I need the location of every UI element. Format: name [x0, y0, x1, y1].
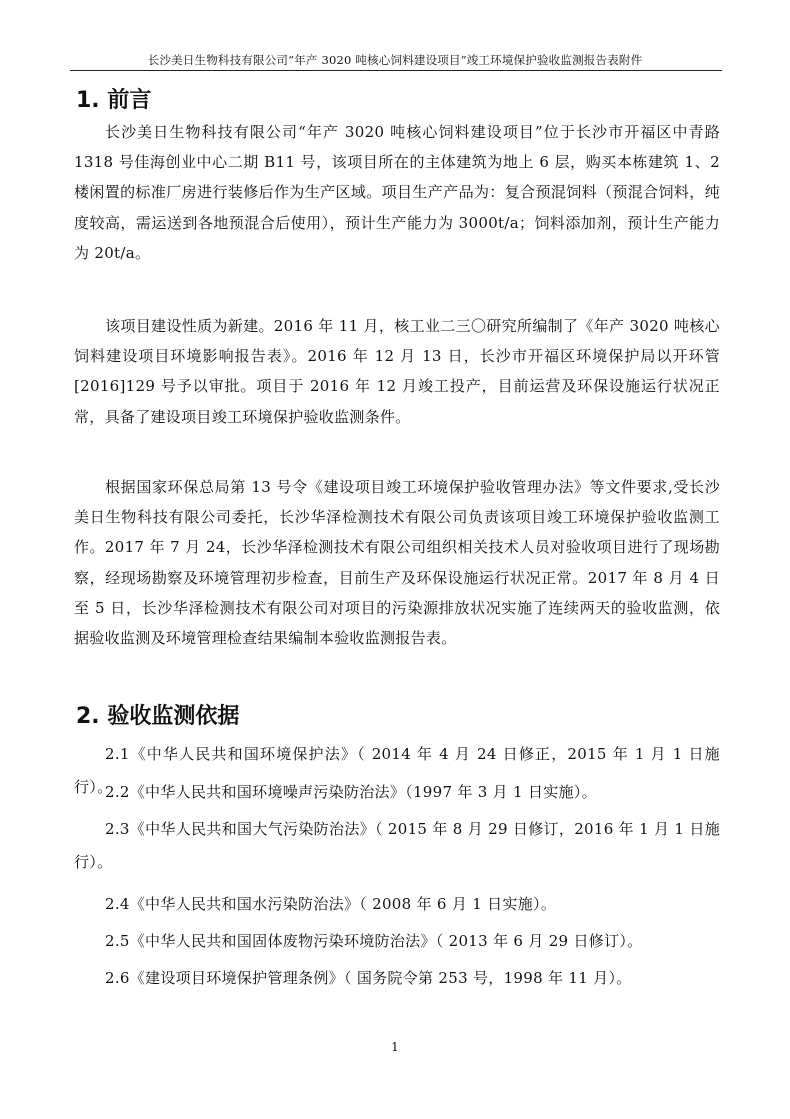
preface-paragraph-3: 根据国家环保总局第 13 号令《建设项目竣工环境保护验收管理办法》等文件要求,受长沙美日生物科技有限公司委托，长沙华泽检测技术有限公司负责该项目竣工环境保护验收监测工作。2017 年 7 月 24，长沙华泽检测技术有限公司组织相关技术人员对验收项目进行了现场勘察，经现场勘察及环境管理初步检查，目前生产及环保设施运行状况正常。2017 年 8 月 4 日至 5 日，长沙华泽检测技术有限公司对项目的污染源排放状况实施了连续两天的验收监测，依据验收监测及环境管理检查结果编制本验收监测报告表。	[74, 478, 720, 648]
preface-paragraph-1: 长沙美日生物科技有限公司“年产 3020 吨核心饲料建设项目”位于长沙市开福区中青路 1318 号佳海创业中心二期 B11 号，该项目所在的主体建筑为地上 6 层，购买本栋建筑 1、2 楼闲置的标准厂房进行装修后作为生产区域。项目生产产品为：复合预混饲料（预混合饲料，纯度较高，需运送到各地预混合后使用），预计生产能力为 3000t/a；饲料添加剂，预计生产能力为 20t/a。	[74, 123, 720, 262]
page-number: 1	[391, 1040, 399, 1054]
basis-item-2-6: 2.6《建设项目环境保护管理条例》（ 国务院令第 253 号，1998 年 11 月）。	[105, 969, 632, 987]
basis-item-2-4: 2.4《中华人民共和国水污染防治法》（ 2008 年 6 月 1 日实施）。	[105, 895, 557, 913]
section-title-basis: 2. 验收监测依据	[76, 704, 240, 729]
header-rule	[70, 70, 722, 71]
section-title-preface: 1. 前言	[76, 88, 152, 113]
basis-item-2-3: 2.3《中华人民共和国大气污染防治法》（ 2015 年 8 月 29 日修订，2016 年 1 月 1 日施行）。	[74, 820, 720, 871]
preface-paragraph-2: 该项目建设性质为新建。2016 年 11 月，核工业二三〇研究所编制了《年产 3020 吨核心饲料建设项目环境影响报告表》。2016 年 12 月 13 日，长沙市开福区环境保护局以开环管[2016]129 号予以审批。项目于 2016 年 12 月竣工投产，目前运营及环保设施运行状况正常，具备了建设项目竣工环境保护验收监测条件。	[74, 317, 720, 426]
basis-item-2-2: 2.2《中华人民共和国环境噪声污染防治法》（1997 年 3 月 1 日实施）。	[105, 783, 597, 801]
basis-item-2-1: 2.1《中华人民共和国环境保护法》（ 2014 年 4 月 24 日修正，2015 年 1 月 1 日施行）。	[74, 745, 720, 796]
basis-item-2-5: 2.5《中华人民共和国固体废物污染环境防治法》（ 2013 年 6 月 29 日修订）。	[105, 932, 643, 950]
page-header: 长沙美日生物科技有限公司“年产 3020 吨核心饲料建设项目”竣工环境保护验收监测报告表附件	[147, 53, 643, 67]
